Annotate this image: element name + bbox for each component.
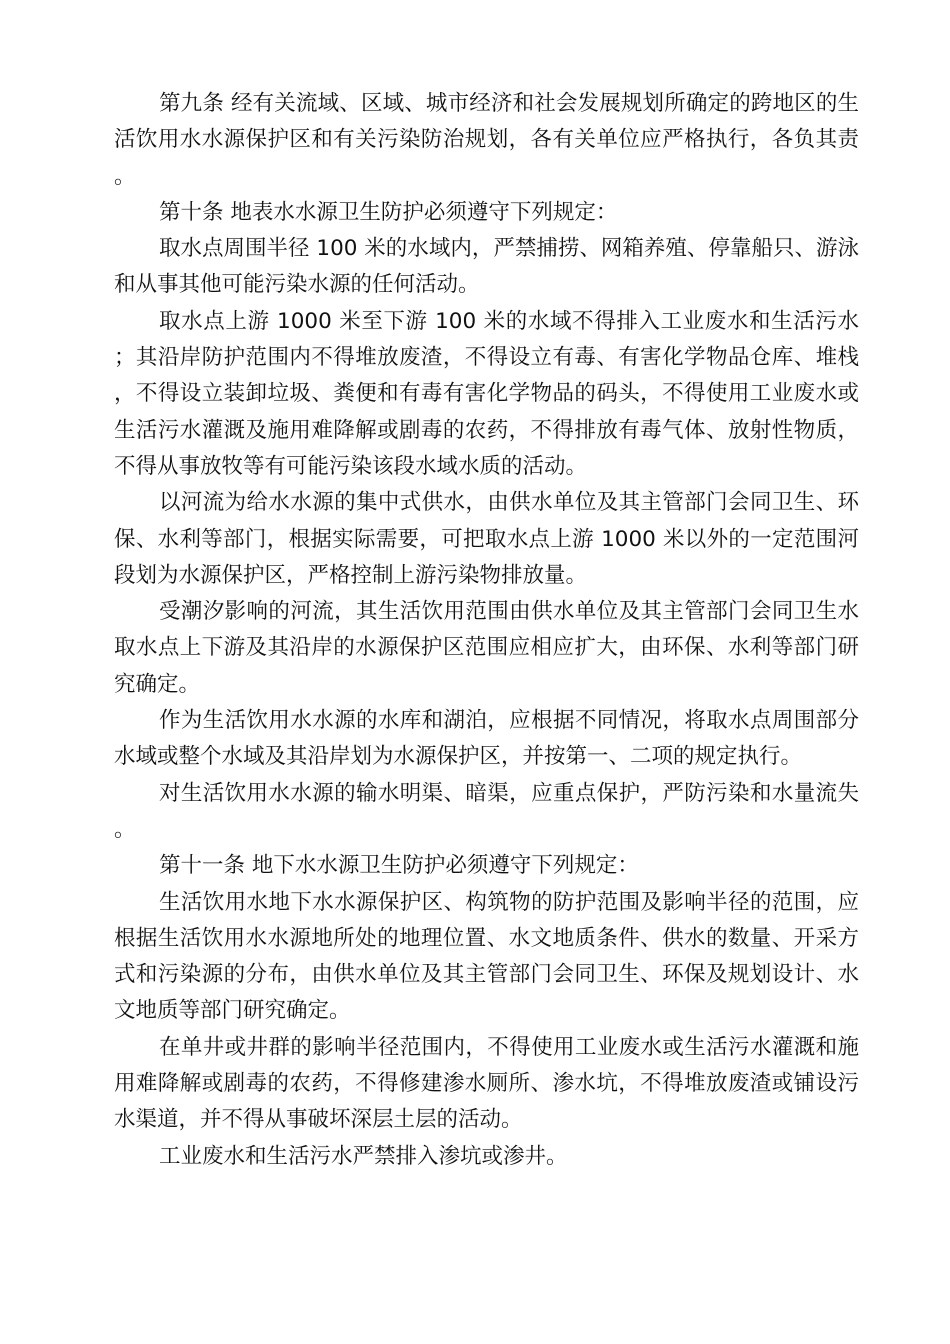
article-10-item-intake-radius: 取水点周围半径 100 米的水域内，严禁捕捞、网箱养殖、停靠船只、游泳和从事其他可能污染水源的任何活动。 (114, 236, 859, 298)
article-11-item-well-radius: 在单井或井群的影响半径范围内，不得使用工业废水或生活污水灌溉和施用难降解或剧毒的农药，不得修建渗水厕所、渗水坑，不得堆放废渣或铺设污水渠道，并不得从事破坏深层土层的活动。 (114, 1034, 859, 1133)
article-11-item-wastewater: 工业废水和生活污水严禁排入渗坑或渗井。 (159, 1143, 568, 1169)
article-10-item-tidal-river: 受潮汐影响的河流，其生活饮用范围由供水单位及其主管部门会同卫生水取水点上下游及其沿岸的水源保护区范围应相应扩大，由环保、水利等部门研究确定。 (114, 599, 859, 697)
article-9-paragraph: 第九条 经有关流域、区域、城市经济和社会发展规划所确定的跨地区的生活饮用水水源保护区和有关污染防治规划，各有关单位应严格执行，各负其责。 (114, 91, 859, 189)
article-10-item-reservoir-lake: 作为生活饮用水水源的水库和湖泊，应根据不同情况，将取水点周围部分水域或整个水域及其沿岸划为水源保护区，并按第一、二项的规定执行。 (114, 708, 859, 770)
article-11-heading: 第十一条 地下水水源卫生防护必须遵守下列规定： (159, 853, 639, 879)
article-10-item-river-source: 以河流为给水水源的集中式供水，由供水单位及其主管部门会同卫生、环保、水利等部门，根据实际需要，可把取水点上游 1000 米以外的一定范围河段划为水源保护区，严格控制上游污染物排放量。 (114, 490, 859, 588)
document-page (114, 86, 859, 1175)
article-11-item-protection-zone: 生活饮用水地下水水源保护区、构筑物的防护范围及影响半径的范围，应根据生活饮用水水源地所处的地理位置、水文地质条件、供水的数量、开采方式和污染源的分布，由供水单位及其主管部门会同卫生、环保及规划设计、水文地质等部门研究确定。 (114, 889, 859, 1024)
article-10-item-upstream-downstream: 取水点上游 1000 米至下游 100 米的水域不得排入工业废水和生活污水；其沿岸防护范围内不得堆放废渣，不得设立有毒、有害化学物品仓库、堆栈，不得设立装卸垃圾、粪便和有毒有害化学物品的码头，不得使用工业废水或生活污水灌溉及施用难降解或剧毒的农药，不得排放有毒气体、放射性物质，不得从事放牧等有可能污染该段水域水质的活动。 (114, 308, 859, 479)
article-10-item-channels: 对生活饮用水水源的输水明渠、暗渠，应重点保护，严防污染和水量流失。 (114, 780, 859, 842)
article-10-heading: 第十条 地表水水源卫生防护必须遵守下列规定： (159, 199, 618, 225)
